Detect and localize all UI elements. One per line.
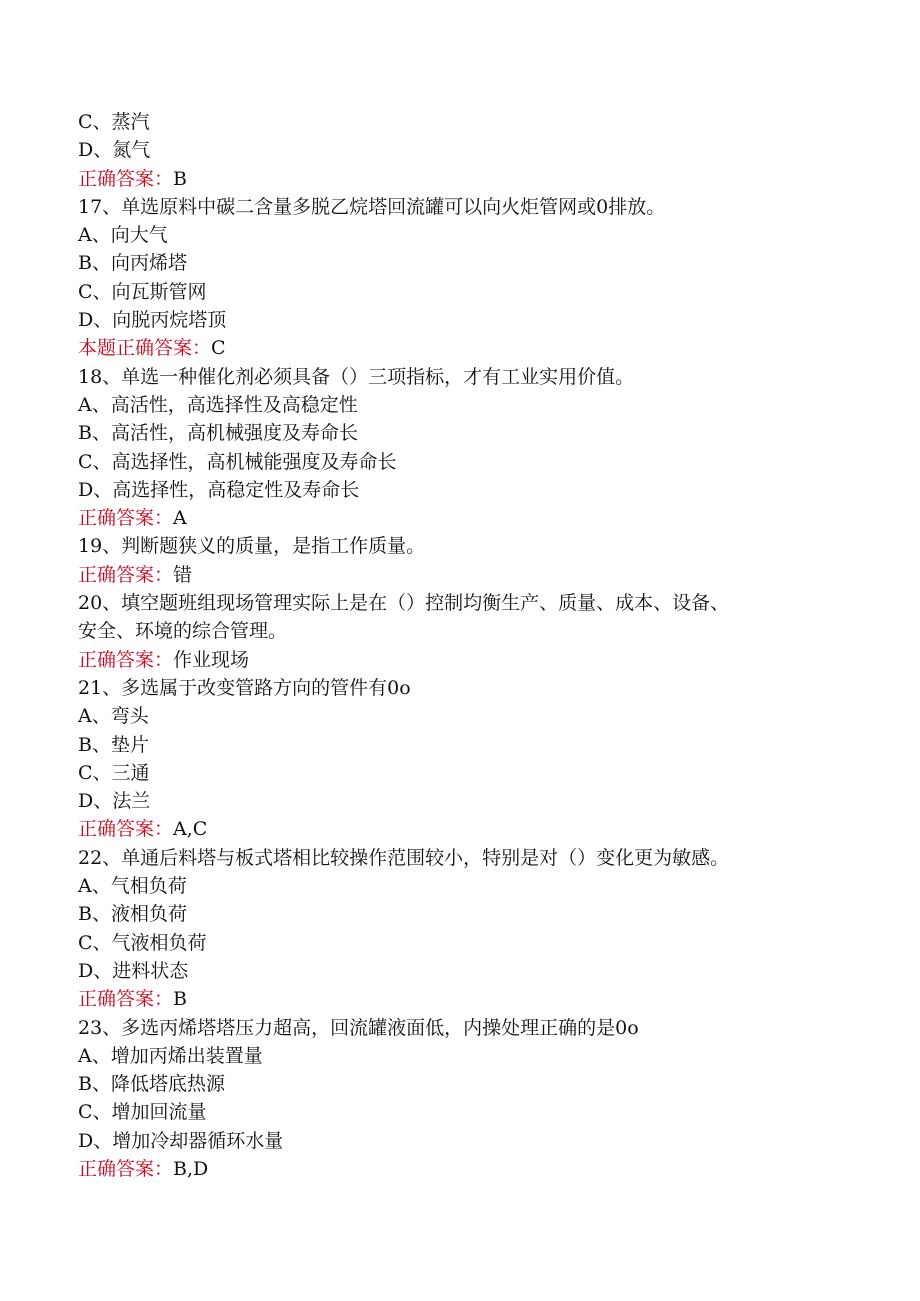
answer-line	[78, 561, 920, 589]
question-line: 19、判断题狭义的质量，是指工作质量。	[78, 535, 426, 558]
answer-value: A	[173, 507, 187, 530]
answer-line	[78, 334, 920, 362]
answer-line	[78, 165, 920, 193]
option-line: D、法兰	[78, 790, 151, 813]
option-line: B、降低塔底热源	[78, 1073, 225, 1096]
answer-value: 错	[173, 563, 193, 586]
option-line: D、向脱丙烷塔顶	[78, 309, 227, 332]
answer-label: 正确答案：	[78, 818, 174, 841]
option-line: C、蒸汽	[78, 111, 150, 133]
option-line: B、高活性，高机械强度及寿命长	[78, 422, 358, 445]
answer-label: 正确答案：	[78, 648, 174, 671]
option-line: D、高选择性，高稳定性及寿命长	[78, 478, 360, 501]
answer-value: A,C	[173, 818, 208, 841]
answer-line	[78, 504, 920, 532]
option-line: A、弯头	[78, 705, 149, 728]
question-line: 20、填空题班组现场管理实际上是在（）控制均衡生产、质量、成本、设备、	[78, 592, 730, 615]
question-line-continued: 安全、环境的综合管理。	[78, 620, 288, 643]
option-line: C、气液相负荷	[78, 931, 207, 954]
option-line: B、向丙烯塔	[78, 252, 187, 275]
answer-label: 正确答案：	[78, 988, 174, 1011]
answer-value: 作业现场	[173, 648, 250, 671]
answer-line	[78, 646, 920, 674]
option-line: D、增加冷却器循环水量	[78, 1129, 284, 1152]
option-line: D、进料状态	[78, 959, 189, 982]
option-line: C、三通	[78, 761, 150, 784]
answer-value: C	[211, 337, 226, 360]
answer-line	[78, 1155, 920, 1183]
answer-label: 正确答案：	[78, 167, 174, 190]
document-page	[0, 108, 920, 1183]
question-line: 21、多选属于改变管路方向的管件有0o	[78, 676, 411, 699]
answer-label: 正确答案：	[78, 563, 174, 586]
answer-value: B	[173, 167, 187, 190]
option-line: C、向瓦斯管网	[78, 280, 207, 303]
question-line: 22、单通后料塔与板式塔相比较操作范围较小，特别是对（）变化更为敏感。	[78, 846, 730, 869]
option-line: A、增加丙烯出装置量	[78, 1044, 263, 1067]
answer-line	[78, 985, 920, 1013]
option-line: A、向大气	[78, 224, 168, 247]
option-line: C、增加回流量	[78, 1101, 207, 1124]
answer-label: 正确答案：	[78, 507, 174, 530]
option-line: C、高选择性，高机械能强度及寿命长	[78, 450, 397, 473]
option-line: A、气相负荷	[78, 875, 187, 898]
question-line: 17、单选原料中碳二含量多脱乙烷塔回流罐可以向火炬管网或0排放。	[78, 195, 666, 218]
option-line: B、垫片	[78, 733, 149, 756]
question-line: 18、单选一种催化剂必须具备（）三项指标，才有工业实用价值。	[78, 365, 635, 388]
question-line: 23、多选丙烯塔塔压力超高，回流罐液面低，内操处理正确的是0o	[78, 1016, 639, 1039]
answer-label: 正确答案：	[78, 1157, 174, 1180]
option-line: B、液相负荷	[78, 903, 187, 926]
answer-label: 本题正确答案：	[78, 337, 212, 360]
answer-line	[78, 815, 920, 843]
option-line: D、氮气	[78, 139, 151, 162]
answer-value: B,D	[173, 1157, 209, 1180]
answer-value: B	[173, 988, 187, 1011]
option-line: A、高活性，高选择性及高稳定性	[78, 393, 358, 416]
